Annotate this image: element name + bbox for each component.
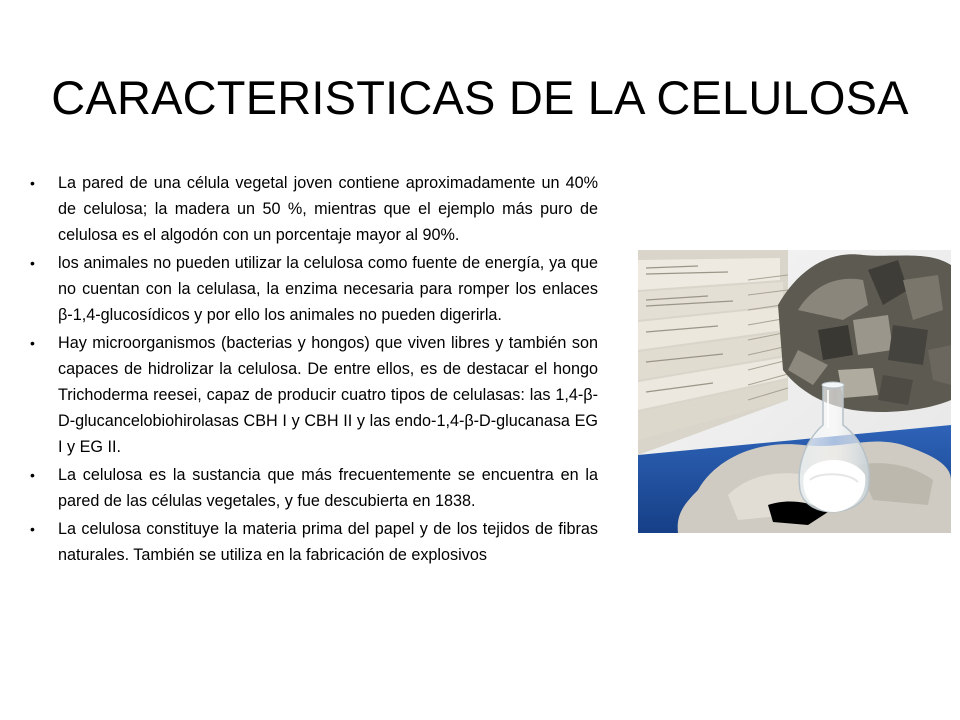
bullet-text-1: La pared de una célula vegetal joven contiene aproximadamente un 40% de celulosa; la madera un 50 %, mientras que el ejemplo más puro de celulosa es el algodón con un porcentaje mayor al 90%.: [58, 174, 598, 244]
bullet-text-5: La celulosa constituye la materia prima del papel y de los tejidos de fibras naturales. También se utiliza en la fabricación de explosivos: [58, 520, 598, 564]
slide-title: CARACTERISTICAS DE LA CELULOSA: [51, 71, 909, 124]
bullet-dot-icon: •: [30, 175, 35, 191]
bullet-item-1: [30, 170, 598, 248]
bullet-item-5: [30, 516, 598, 568]
bullet-text-4: La celulosa es la sustancia que más frecuentemente se encuentra en la pared de las células vegetales, y fue descubierta en 1838.: [58, 466, 598, 510]
bullet-dot-icon: •: [30, 255, 35, 271]
bullet-item-2: [30, 250, 598, 328]
bullet-text-3: Hay microorganismos (bacterias y hongos) que viven libres y también son capaces de hidrolizar la celulosa. De entre ellos, es de destacar el hongo Trichoderma reesei, capaz de producir cuatro tipos de celulasas: las 1,4-β-D-glucancelobiohirolasas CBH I y CBH II y las endo-1,4-β-D-glucanasa EG I y EG II.: [58, 334, 598, 456]
bullet-item-4: [30, 462, 598, 514]
bullet-dot-icon: •: [30, 521, 35, 537]
bullet-item-3: [30, 330, 598, 460]
cellulose-photo: [638, 250, 951, 533]
bullet-dot-icon: •: [30, 335, 35, 351]
shredded-paper-pile: [778, 254, 951, 412]
bullet-list: [30, 170, 598, 570]
bullet-text-2: los animales no pueden utilizar la celulosa como fuente de energía, ya que no cuentan con la celulasa, la enzima necesaria para romper los enlaces β-1,4-glucosídicos y por ello los animales no pueden digerirla.: [58, 254, 598, 324]
bullet-dot-icon: •: [30, 467, 35, 483]
